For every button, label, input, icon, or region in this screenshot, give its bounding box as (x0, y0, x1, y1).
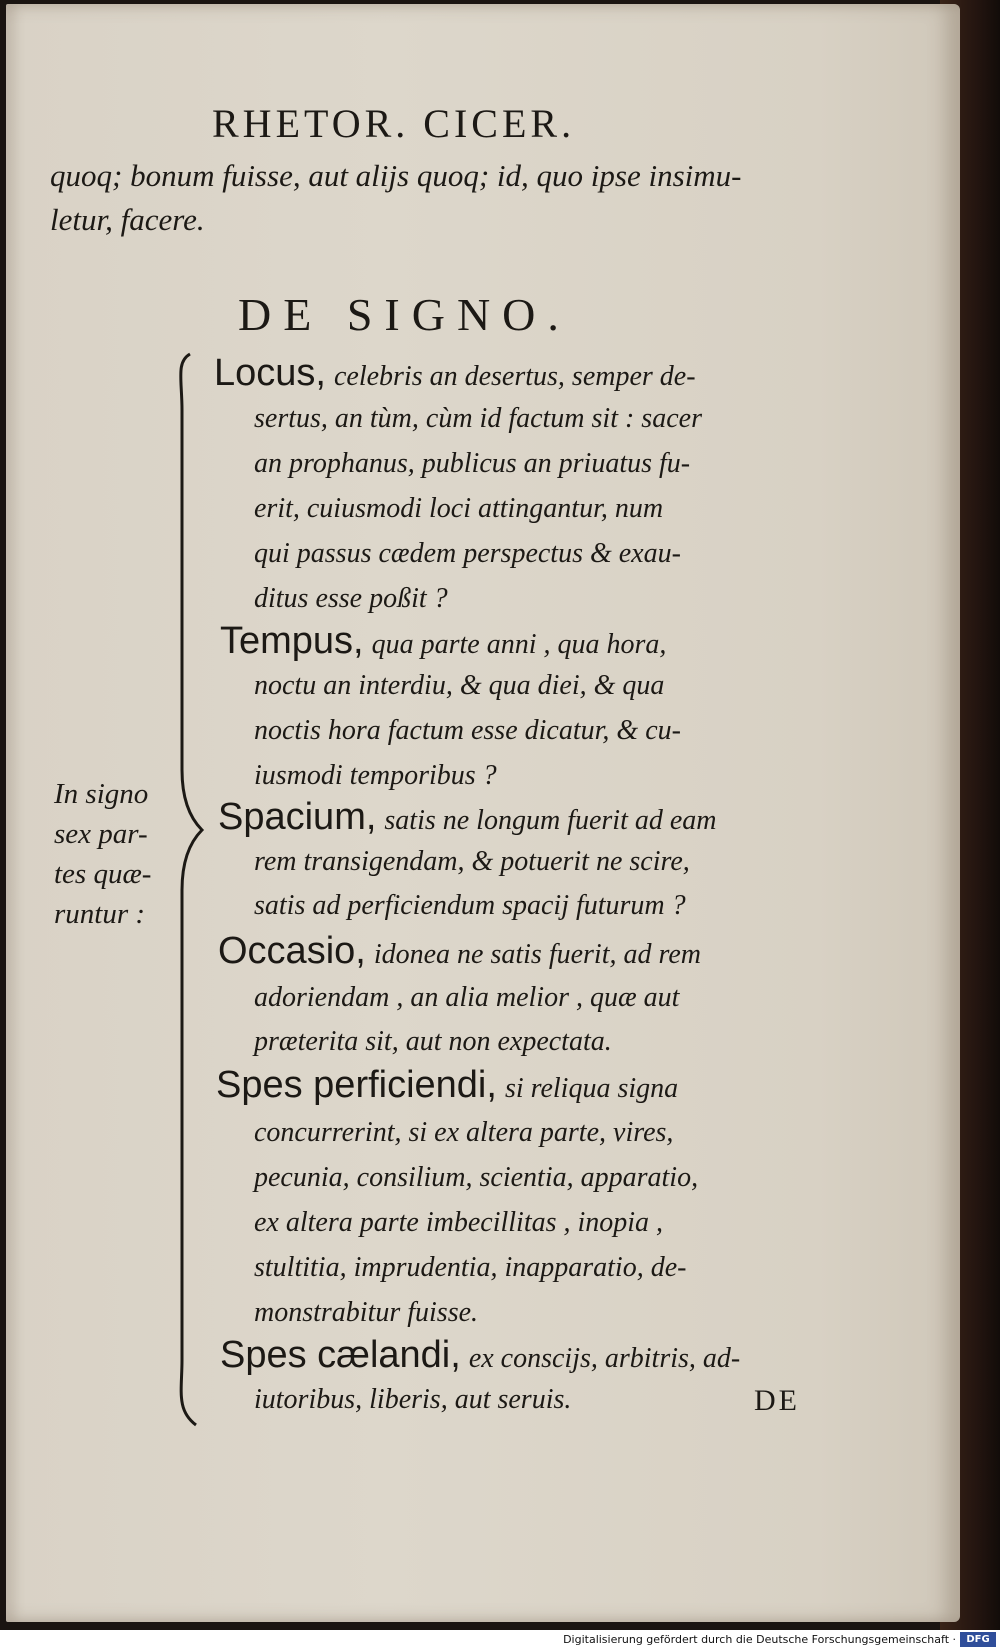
entry-line: erit, cuiusmodi loci attingantur, num (254, 493, 664, 524)
entry-locus-first-line (214, 352, 696, 395)
entry-text: si reliqua signa (504, 1073, 679, 1104)
entry-line: qui passus cædem perspectus & exau- (254, 538, 681, 569)
entry-line: præterita sit, aut non expectata. (254, 1026, 612, 1057)
entry-line: pecunia, consilium, scientia, apparatio, (254, 1162, 699, 1193)
footer-credit: Digitalisierung gefördert durch die Deutsche Forschungsgemeinschaft · (563, 1633, 956, 1646)
entry-text: qua parte anni , qua hora, (371, 629, 667, 660)
entry-spes-caelandi-first-line (220, 1334, 740, 1377)
entry-head-word: Locus, (214, 352, 326, 394)
entry-line: concurrerint, si ex altera parte, vires, (254, 1117, 674, 1148)
curly-brace (168, 350, 218, 1430)
entry-line: rem transigendam, & potuerit ne scire, (254, 846, 690, 877)
entry-spes-perficiendi-first-line (216, 1064, 678, 1107)
entry-line: adoriendam , an alia melior , quæ aut (254, 982, 680, 1013)
entry-line: noctu an interdiu, & qua diei, & qua (254, 670, 665, 701)
margin-note-line-1: In signo (54, 778, 149, 810)
margin-note-line-2: sex par- (54, 818, 148, 850)
entry-line: sertus, an tùm, cùm id factum sit : sacer (254, 403, 702, 434)
entry-line: iutoribus, liberis, aut seruis. (254, 1384, 572, 1415)
intro-line-1: quoq; bonum fuisse, aut alijs quoq; id, quo ipse insimu- (50, 158, 742, 193)
margin-note-line-3: tes quæ- (54, 858, 152, 890)
entry-line: ditus esse poßit ? (254, 583, 448, 614)
entry-head-word: Spes perficiendi, (216, 1064, 497, 1106)
entry-line: monstrabitur fuisse. (254, 1297, 479, 1328)
entry-text: ex conscijs, arbitris, ad- (468, 1343, 741, 1374)
entry-line: satis ad perficiendum spacij futurum ? (254, 890, 686, 921)
section-title: DE SIGNO. (238, 289, 571, 340)
entry-line: stultitia, imprudentia, inapparatio, de- (254, 1252, 687, 1283)
entry-spacium-first-line (218, 796, 717, 839)
entry-head-word: Spes cælandi, (220, 1334, 461, 1376)
entry-tempus-first-line (220, 620, 666, 663)
running-head: RHETOR. CICER. (212, 101, 576, 146)
entry-text: celebris an desertus, semper de- (333, 361, 696, 392)
entry-text: satis ne longum fuerit ad eam (384, 805, 717, 836)
entry-line: an prophanus, publicus an priuatus fu- (254, 448, 691, 479)
entry-head-word: Spacium, (218, 796, 377, 838)
entry-line: noctis hora factum esse dicatur, & cu- (254, 715, 681, 746)
dfg-logo-icon: DFG (960, 1632, 996, 1647)
entry-line: iusmodi temporibus ? (254, 760, 497, 791)
entry-text: idonea ne satis fuerit, ad rem (373, 939, 701, 970)
entry-head-word: Occasio, (218, 930, 366, 972)
entry-line: ex altera parte imbecillitas , inopia , (254, 1207, 664, 1238)
intro-line-2: letur, facere. (50, 202, 205, 237)
catchword: DE (754, 1384, 800, 1417)
entry-head-word: Tempus, (220, 620, 364, 662)
entry-occasio-first-line (218, 930, 701, 973)
margin-note-line-4: runtur : (54, 898, 146, 930)
